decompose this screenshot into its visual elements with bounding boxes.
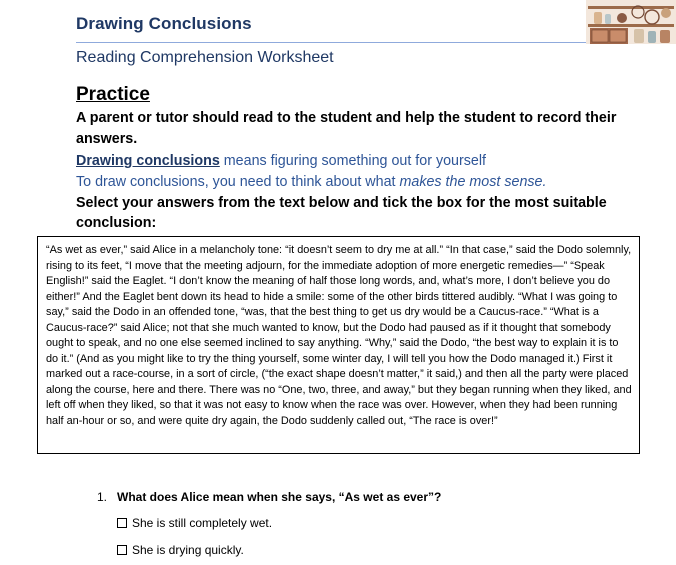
definition-term: Drawing conclusions	[76, 153, 220, 169]
checkbox-icon[interactable]	[117, 545, 127, 555]
draw-conclusions-text: To draw conclusions, you need to think about what	[76, 174, 400, 190]
worksheet-title: Drawing Conclusions	[76, 14, 252, 33]
answer-option-1[interactable]	[117, 516, 272, 530]
kitchen-shelf-illustration	[586, 0, 676, 44]
reading-passage: “As wet as ever,” said Alice in a melancholy tone: “it doesn’t seem to dry me at all.” “In that case,” said the Dodo solemnly, rising to its feet, “I move that the meeting adjourn, for the immediate adoption of more energetic remedies—” “Speak English!” said the Eaglet. “I don’t know the meaning of half those long words, and, what’s more, I don’t believe you do either!” And the Eaglet bent down its head to hide a smile: some of the other birds tittered audibly. “What I was going to say,” said the Dodo in an offended tone, “was, that the best thing to get us dry would be a Caucus-race.” “What is a Caucus-race?” said Alice; not that she much wanted to know, but the Dodo had paused as if it thought that somebody ought to speak, and no one else seemed inclined to say anything. “Why,” said the Dodo, “the best way to explain it is to do it.” (And as you might like to try the thing yourself, some winter day, I will tell you how the Dodo managed it.) First it marked out a race-course, in a sort of circle, (“the exact shape doesn’t matter,” it said,) and then all the party were placed along the course, here and there. There was no “One, two, three, and away,” but they began running when they liked, and left off when they liked, so that it was not easy to know when the race was over. However, when they had been running half an-hour or so, and were quite dry again, the Dodo suddenly called out, “The race is over!”	[46, 244, 632, 427]
question-text: What does Alice mean when she says, “As wet as ever”?	[117, 490, 442, 504]
checkbox-icon[interactable]	[117, 518, 127, 528]
draw-conclusions-emphasis: makes the most sense.	[399, 174, 547, 190]
question-number: 1.	[97, 490, 108, 504]
question-1	[97, 490, 441, 504]
draw-conclusions-line	[76, 172, 546, 192]
worksheet-subtitle: Reading Comprehension Worksheet	[76, 49, 334, 66]
header-divider	[76, 42, 586, 43]
definition-line	[76, 151, 486, 171]
reading-passage-box	[37, 236, 640, 454]
answer-option-label: She is still completely wet.	[132, 516, 273, 530]
answer-option-label: She is drying quickly.	[132, 543, 244, 557]
tutor-instruction: A parent or tutor should read to the student and help the student to record their answers.	[76, 110, 617, 147]
practice-heading: Practice	[76, 84, 150, 105]
answer-option-2[interactable]	[117, 543, 244, 557]
definition-text: means figuring something out for yourself	[219, 153, 487, 169]
select-instruction: Select your answers from the text below and tick the box for the most suitable conclusion:	[76, 195, 607, 231]
